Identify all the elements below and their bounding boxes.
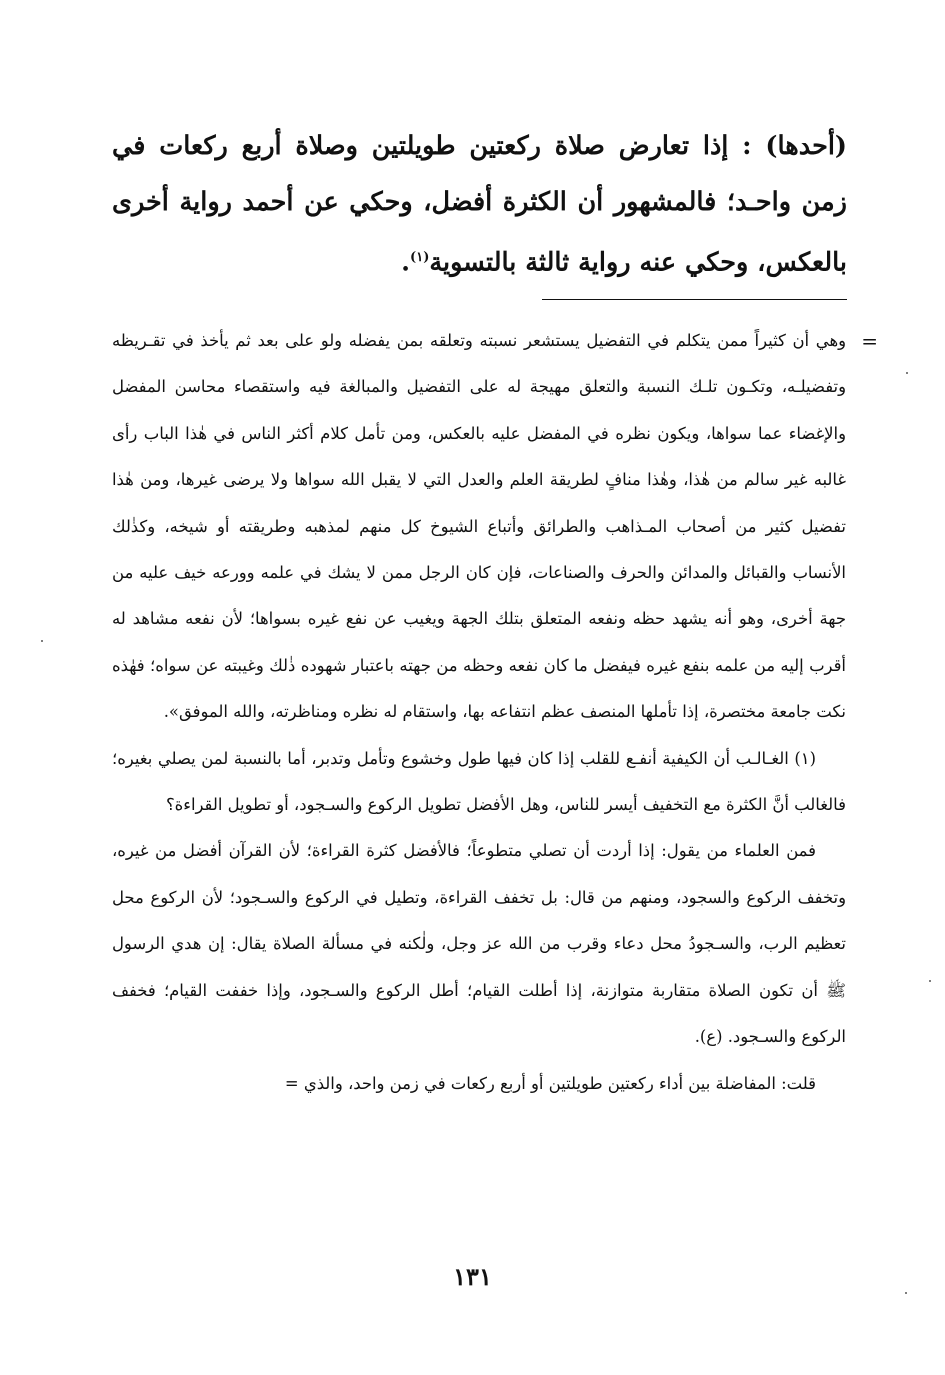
editor-note-text: قلت: المفاضلة بين أداء ركعتين طويلتين أو أربع ركعات في زمن واحد، والذي xyxy=(303,1073,816,1093)
main-text-body: : إذا تعارض صلاة ركعتين طويلتين وصلاة أربع ركعات في زمن واحـد؛ فالمشهور أن الكثرة أفضل، وحكي عن أحمد رواية أخرى بالعكس، وحكي عنه رواية ثالثة بالتسوية xyxy=(112,131,847,278)
footnote-continuation xyxy=(112,318,878,736)
main-text-end: . xyxy=(401,247,411,278)
scan-speck xyxy=(41,640,43,642)
footnote-1: (١) الغـالـب أن الكيفية أنفـع للقلب إذا كان فيها طول وخشوع وتأمل وتدبر، أما بالنسبة لمن يصلي بغيره؛ فالغالب أنَّ الكثرة مع التخفيف أيسر للناس، وهل الأفضل تطويل الركوع والسـجود، أو تطويل القراءة؟ xyxy=(112,748,846,815)
footnote-reference: (١) xyxy=(410,250,430,265)
footnote-divider xyxy=(542,299,847,300)
footnote-continuation-text: وهي أن كثيراً ممن يتكلم في التفضيل يستشعر نسبته وتعلقه بمن يفضله ولو على بعد ثم يأخذ في تقـريظه وتفضيلـه، وتكـون تلـك النسبة والتعلق مهيجة له على التفضيل والمبالغة فيه واستقصاء محاسن المفضل والإغضاء عما سواها، ويكون نظره في المفضل عليه بالعكس، ومن تأمل كلام أكثر الناس في هٰذا الباب رأى غالبه غير سالم من هٰذا، وهٰذا منافٍ لطريقة العلم والعدل التي لا يقبل الله سواها ولا يرضى غيرها، ومن هٰذا تفضيل كثير من أصحاب المـذاهب والطرائق وأتباع الشيوخ كل منهم لمذهبه وطريقته أو شيخه، وكذٰلك الأنساب والقبائل والمدائن والحرف والصناعات، فإن كان الرجل ممن لا يشك في علمه وورعه خيف عليه من جهة أخرى، وهو أنه يشهد حظه ونفعه المتعلق بتلك الجهة ويغيب عن نفع غيره بسواها؛ لأن نفعه مشاهد له أقرب إليه من علمه بنفع غيره فيفضل ما كان نفعه وحظه من جهته باعتبار شهوده ذٰلك وغيبته عن سواه؛ فهٰذه نكت جامعة مختصرة، إذا تأملها المنصف عظم انتفاعه بها، واستقام له نظره ومناظرته، والله الموفق». xyxy=(112,331,846,722)
editor-note xyxy=(112,1061,846,1107)
lead-term: (أحدها) xyxy=(765,131,847,161)
scan-speck xyxy=(929,980,931,982)
footnotes-section xyxy=(112,318,878,1107)
end-continuation-mark-icon: = xyxy=(284,1073,299,1093)
scan-speck xyxy=(906,372,908,374)
continuation-mark-icon: = xyxy=(861,329,878,353)
page-number: ١٣١ xyxy=(453,1262,492,1291)
scan-speck xyxy=(905,1292,907,1294)
main-paragraph xyxy=(112,118,847,291)
footnote-1-continued: فمن العلماء من يقول: إذا أردت أن تصلي متطوعاً؛ فالأفضل كثرة القراءة؛ لأن القرآن أفضل من غيره، وتخفف الركوع والسجود، ومنهم من قال: بل تخفف القراءة، وتطيل في الركوع والسـجود؛ لأن الركوع محل تعظيم الرب، والسـجودُ محل دعاء وقرب من الله عز وجل، ولٰكنه في مسألة الصلاة يقال: إن هدي الرسول ﷺ أن تكون الصلاة متقاربة متوازنة، إذا أطلت القيام؛ أطل الركوع والسـجود، وإذا خففت القيام؛ فخفف الركوع والسـجود. (ع). xyxy=(112,841,846,1047)
